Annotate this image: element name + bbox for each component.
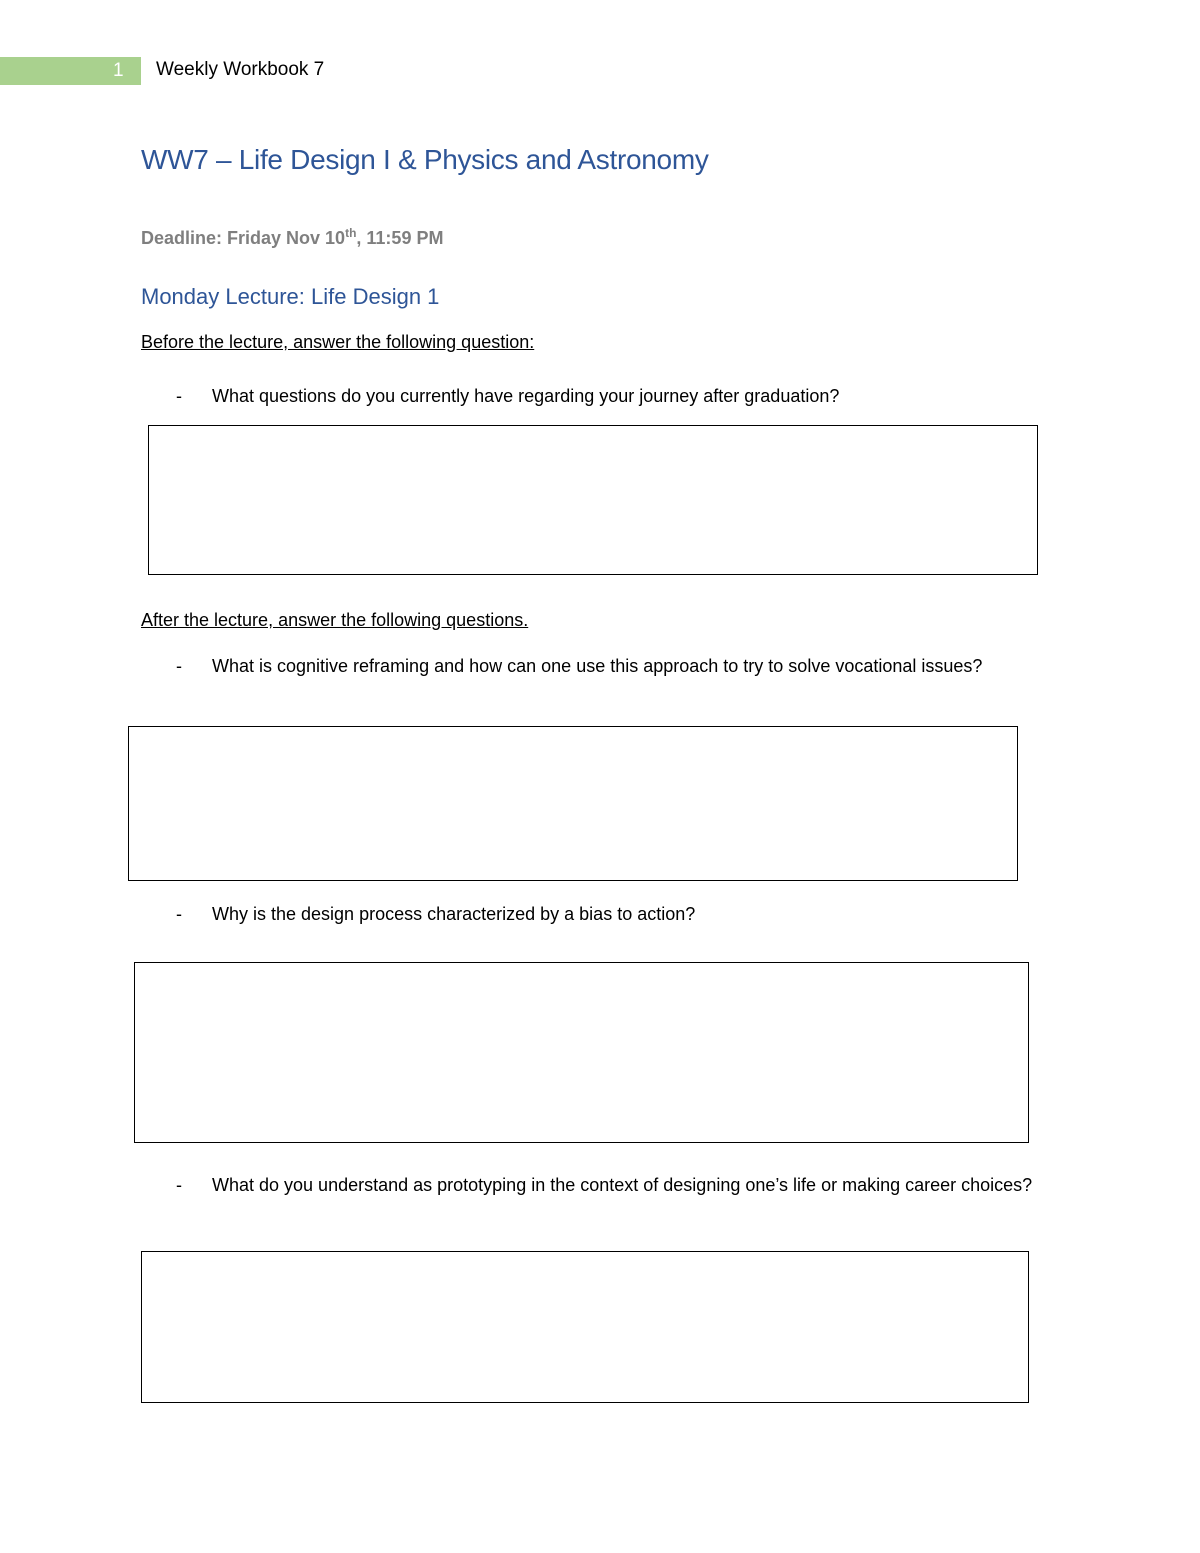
question-dash: - (176, 904, 182, 924)
question-dash: - (176, 386, 182, 406)
deadline (141, 226, 443, 249)
question-2 (176, 652, 1056, 680)
question-text: Why is the design process characterized by a bias to action? (212, 904, 696, 924)
before-lecture-instruction: Before the lecture, answer the following question: (141, 332, 535, 352)
deadline-superscript: th (345, 226, 357, 240)
deadline-time: , 11:59 PM (356, 228, 444, 248)
document-title: WW7 – Life Design I & Physics and Astronomy (141, 144, 709, 175)
question-text: What is cognitive reframing and how can one use this approach to try to solve vocational issues? (212, 656, 983, 676)
answer-box-4[interactable] (141, 1251, 1029, 1403)
question-4 (176, 1171, 1056, 1199)
deadline-label: Deadline: Friday Nov 10 (141, 228, 346, 248)
page-number: 1 (113, 60, 124, 81)
header-title: Weekly Workbook 7 (156, 59, 325, 80)
question-1 (176, 382, 1056, 410)
after-lecture-instruction: After the lecture, answer the following questions. (141, 610, 529, 630)
question-3 (176, 900, 1056, 928)
question-text: What do you understand as prototyping in the context of designing one’s life or making career choices? (212, 1175, 1033, 1195)
answer-box-1[interactable] (148, 425, 1038, 575)
section-heading: Monday Lecture: Life Design 1 (141, 284, 440, 309)
question-dash: - (176, 656, 182, 676)
question-text: What questions do you currently have regarding your journey after graduation? (212, 386, 840, 406)
answer-box-3[interactable] (134, 962, 1029, 1143)
question-dash: - (176, 1175, 182, 1195)
answer-box-2[interactable] (128, 726, 1018, 881)
